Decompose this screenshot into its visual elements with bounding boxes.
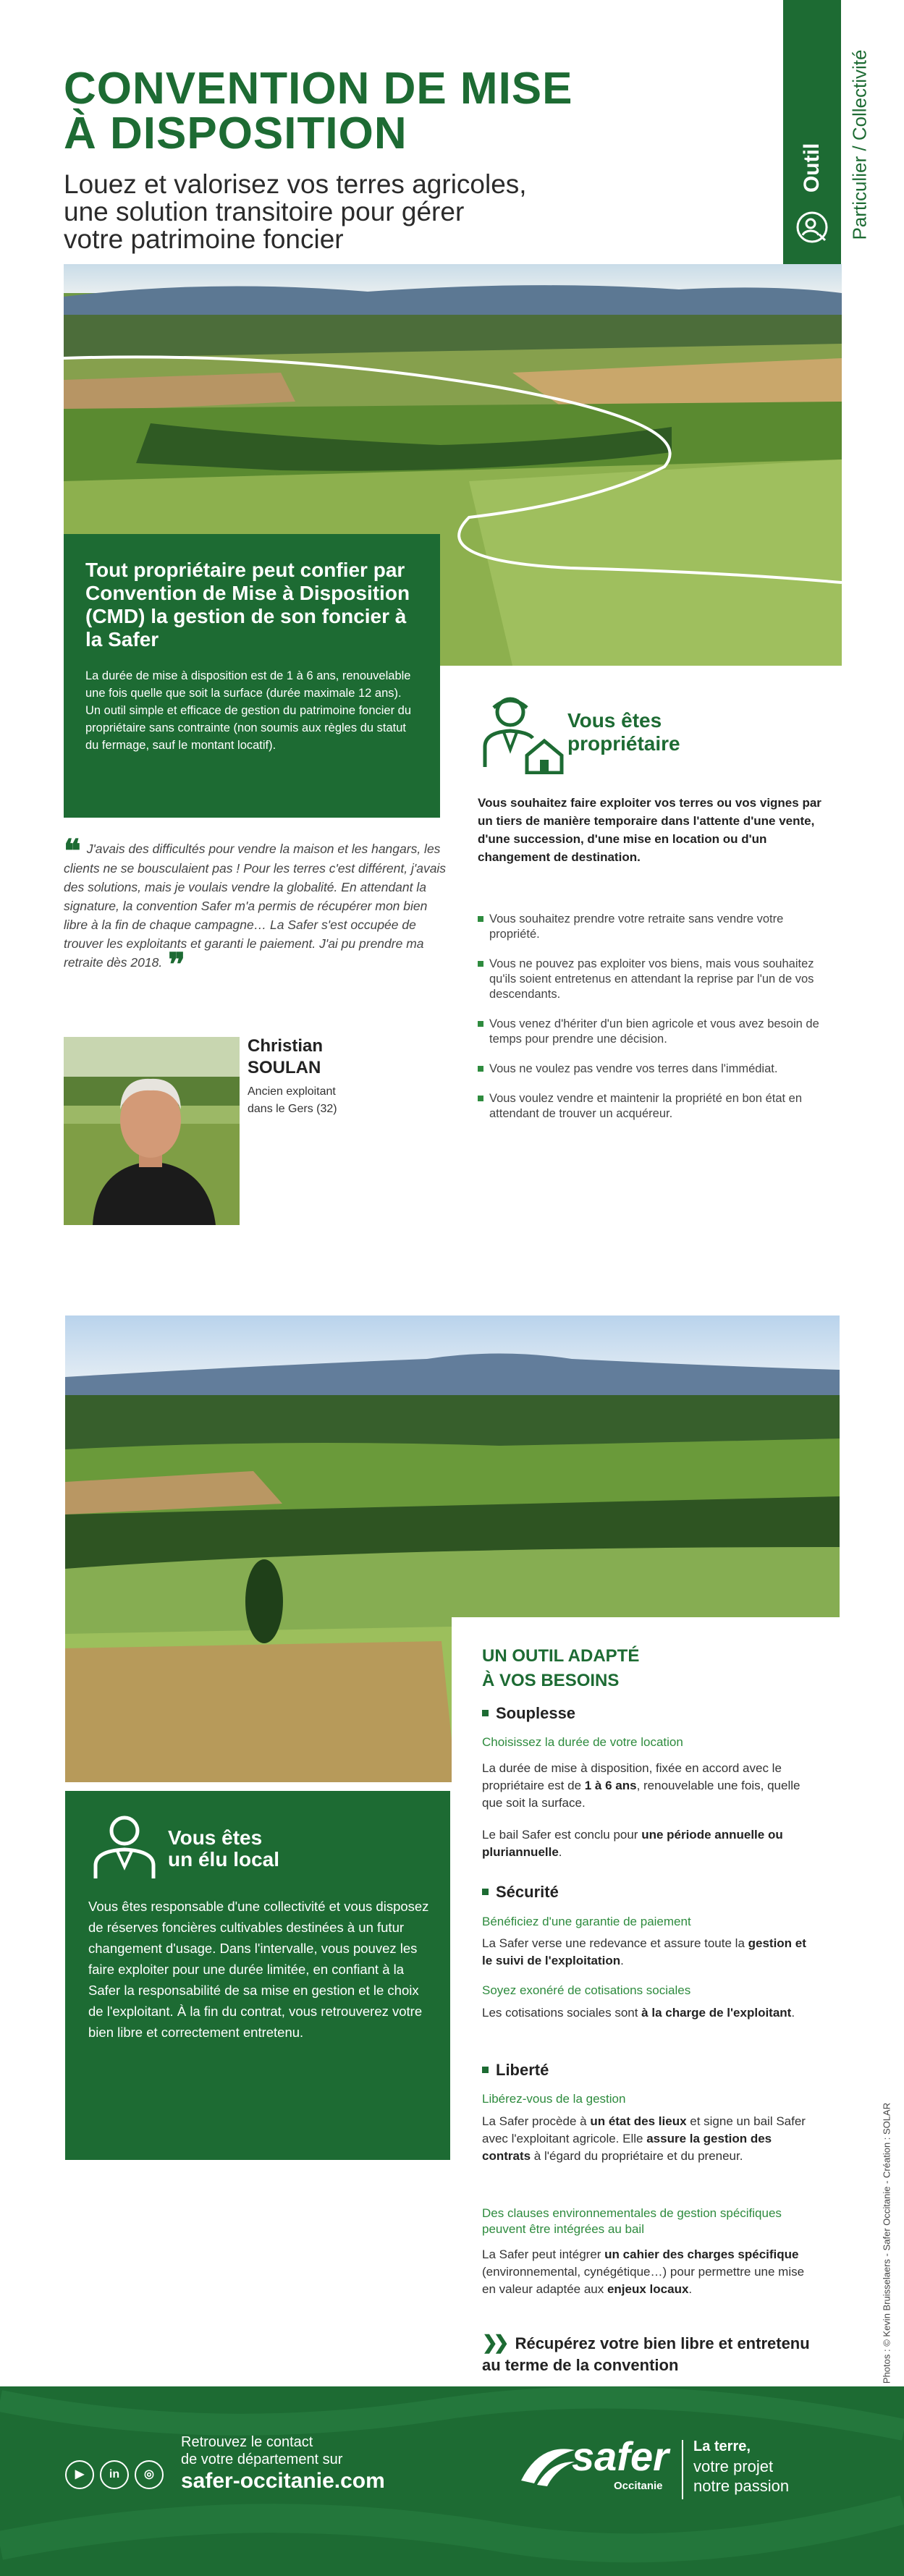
text-run: Le bail Safer est conclu pour: [482, 1828, 642, 1842]
elected-text: Vous êtes responsable d'une collectivité et vous disposez de réserves foncières cultivables destinées à un futur changement d'usage. Dans l'intervalle, vous pouvez les faire exploiter pour une durée limitée, en confiant à la Safer la responsabilité de sa mise en gestion et le choix de l'exploitant. À la fin du contrat, vous retrouverez votre bien libre et correctement entretenu.: [88, 1899, 429, 2040]
footer-contact-line: de votre département sur: [181, 2452, 343, 2467]
owner-heading-line: propriétaire: [567, 732, 680, 755]
text-run: La Safer verse une redevance et assure toute la: [482, 1936, 748, 1950]
list-item: Vous ne voulez pas vendre vos terres dans l'immédiat.: [478, 1062, 825, 1077]
owner-heading: [567, 709, 741, 755]
tool-title-line: UN OUTIL ADAPTÉ: [482, 1646, 640, 1666]
text-run: La durée de mise à disposition, fixée en accord avec le propriétaire est de: [482, 1761, 782, 1792]
section-heading-text: Liberté: [496, 2061, 549, 2079]
section-subheading: Choisissez la durée de votre location: [482, 1735, 683, 1749]
section-paragraph: [482, 1826, 815, 1861]
tab-label: Outil: [800, 143, 824, 193]
section-subheading: Soyez exonéré de cotisations sociales: [482, 1983, 691, 1997]
quote-text: J'avais des difficultés pour vendre la maison et les hangars, les clients ne se bousculaient pas ! Pour les terres c'est différent, j'avais des solutions, mais je voulais vendre la globalité. En attendant la signature, la convention Safer m'a permis de récupérer mon bien libre à la fin de chaque campagne… La Safer s'est occupée de trouver les exploitants et garanti le paiement. J'ai pu prendre ma retraite dès 2018.: [64, 842, 447, 970]
instagram-icon[interactable]: ◎: [135, 2460, 164, 2489]
text-run: La Safer procède à: [482, 2114, 591, 2128]
section-souplesse-heading: [482, 1704, 575, 1723]
section-heading-text: Souplesse: [496, 1704, 576, 1722]
slogan-line: votre projet: [693, 2457, 774, 2475]
logo-divider: [682, 2440, 683, 2499]
credits-text: Photos : © Kevin Bruisselaers - Safer Occitanie - Création : SOLAR: [881, 2102, 892, 2384]
title-line: À DISPOSITION: [64, 109, 407, 158]
person-last-name: SOULAN: [248, 1058, 321, 1077]
subtitle-line: votre patrimoine foncier: [64, 224, 344, 254]
intro-title: Tout propriétaire peut confier par Convention de Mise à Disposition (CMD) la gestion de son foncier à la Safer: [85, 559, 410, 651]
text-run-bold: enjeux locaux: [607, 2282, 689, 2296]
section-paragraph: [482, 2113, 815, 2165]
section-liberte-heading: [482, 2061, 549, 2080]
owner-situations-list: [478, 912, 825, 1136]
square-bullet-icon: [482, 1710, 489, 1716]
text-run-bold: 1 à 6 ans: [584, 1779, 637, 1792]
tool-title-line: À VOS BESOINS: [482, 1671, 620, 1690]
title-line: CONVENTION DE MISE: [64, 64, 573, 114]
text-run: , renouvelable une fois, quelle que soit la surface.: [482, 1779, 800, 1810]
list-item: Vous venez d'hériter d'un bien agricole et vous avez besoin de temps pour prendre une décision.: [478, 1017, 825, 1047]
section-subheading: Des clauses environnementales de gestion spécifiques peuvent être intégrées au bail: [482, 2206, 782, 2236]
text-run-bold: gestion et le suivi de l'exploitation: [482, 1936, 806, 1967]
person-first-name: Christian: [248, 1036, 324, 1056]
footer-contact-line: Retrouvez le contact: [181, 2434, 313, 2450]
square-bullet-icon: [482, 2067, 489, 2073]
intro-text: La durée de mise à disposition est de 1 à 6 ans, renouvelable une fois quelle que soit la surface (durée maximale 12 ans). Un outil simple et efficace de gestion du patrimoine foncier du propriétaire sans contrainte (non soumis aux règles du statut du fermage, sauf le montant locatif).: [85, 669, 412, 752]
square-bullet-icon: [482, 1889, 489, 1895]
text-run-bold: une période annuelle ou pluriannuelle: [482, 1828, 783, 1859]
subtitle-line: Louez et valorisez vos terres agricoles,: [64, 169, 527, 199]
text-run-bold: un cahier des charges spécifique: [604, 2247, 799, 2261]
person-role: Ancien exploitant: [248, 1085, 336, 1098]
text-run: .: [688, 2282, 693, 2296]
elected-heading-line: Vous êtes: [168, 1826, 263, 1849]
text-run-bold: à la charge de l'exploitant: [641, 2006, 792, 2020]
linkedin-icon[interactable]: in: [100, 2460, 129, 2489]
text-run: Les cotisations sociales sont: [482, 2006, 642, 2020]
section-paragraph: [482, 2246, 815, 2298]
text-run-bold: assure la gestion des contrats: [482, 2132, 772, 2163]
double-chevron-icon: ❯❯: [482, 2331, 505, 2353]
close-quote-icon: ❞: [168, 947, 185, 983]
section-subheading: Libérez-vous de la gestion: [482, 2092, 626, 2106]
text-run: .: [620, 1954, 624, 1967]
section-paragraph: [482, 2004, 815, 2022]
tool-title: [482, 1644, 815, 1693]
text-run: à l'égard du propriétaire et du preneur.: [531, 2149, 743, 2163]
text-run-bold: un état des lieux: [590, 2114, 687, 2128]
elected-heading-line: un élu local: [168, 1848, 280, 1870]
text-run: (environnemental, cynégétique…) pour permettre une mise en valeur adaptée aux: [482, 2265, 805, 2296]
testimonial-quote: [64, 834, 447, 983]
owner-house-icon: [478, 687, 565, 774]
owner-intro: Vous souhaitez faire exploiter vos terres ou vos vignes par un tiers de manière temporaire dans l'attente d'une vente, d'une succession, d'une mise en location ou d'un changement de destination.: [478, 796, 821, 864]
open-quote-icon: ❝: [64, 834, 81, 869]
safer-logo-word: safer: [572, 2433, 669, 2479]
list-item: Vous ne pouvez pas exploiter vos biens, mais vous souhaitez qu'ils soient entretenus en attendant la reprise par l'un de vos descendants.: [478, 957, 825, 1002]
owner-heading-line: Vous êtes: [567, 709, 662, 732]
page-title: [64, 64, 643, 158]
user-search-icon: [795, 210, 829, 245]
section-paragraph: [482, 1935, 815, 1970]
section-securite-heading: [482, 1883, 559, 1902]
subtitle-line: une solution transitoire pour gérer: [64, 197, 465, 226]
person-location: dans le Gers (32): [248, 1103, 337, 1115]
elected-person-icon: [85, 1809, 164, 1880]
category-tab: [783, 0, 841, 266]
safer-logo-icon: [518, 2437, 578, 2488]
text-run: .: [791, 2006, 795, 2020]
page-subtitle: [64, 171, 628, 253]
text-run: .: [558, 1845, 562, 1859]
text-run: et signe un bail Safer avec l'exploitant agricole. Elle: [482, 2114, 806, 2145]
slogan-line: notre passion: [693, 2477, 790, 2495]
target-audience-text: Particulier / Collectivité: [848, 49, 871, 240]
section-subheading: Bénéficiez d'une garantie de paiement: [482, 1915, 691, 1928]
text-run: La Safer peut intégrer: [482, 2247, 605, 2261]
avatar: [64, 1037, 240, 1225]
final-callout: [482, 2331, 822, 2376]
intro-callout: [64, 534, 440, 818]
elected-heading: [168, 1827, 327, 1870]
slogan-line: La terre,: [693, 2439, 751, 2454]
youtube-icon[interactable]: ▶: [65, 2460, 94, 2489]
list-item: Vous voulez vendre et maintenir la propriété en bon état en attendant de trouver un acquéreur.: [478, 1091, 825, 1122]
section-paragraph: [482, 1760, 815, 1812]
final-callout-text: Récupérez votre bien libre et entretenu au terme de la convention: [482, 2334, 810, 2374]
list-item: Vous souhaitez prendre votre retraite sans vendre votre propriété.: [478, 912, 825, 942]
safer-logo-region: Occitanie: [614, 2480, 663, 2492]
website-link[interactable]: safer-occitanie.com: [181, 2469, 385, 2493]
section-heading-text: Sécurité: [496, 1883, 559, 1901]
target-audience-label: [845, 29, 874, 260]
photo-credits: [872, 2069, 901, 2417]
